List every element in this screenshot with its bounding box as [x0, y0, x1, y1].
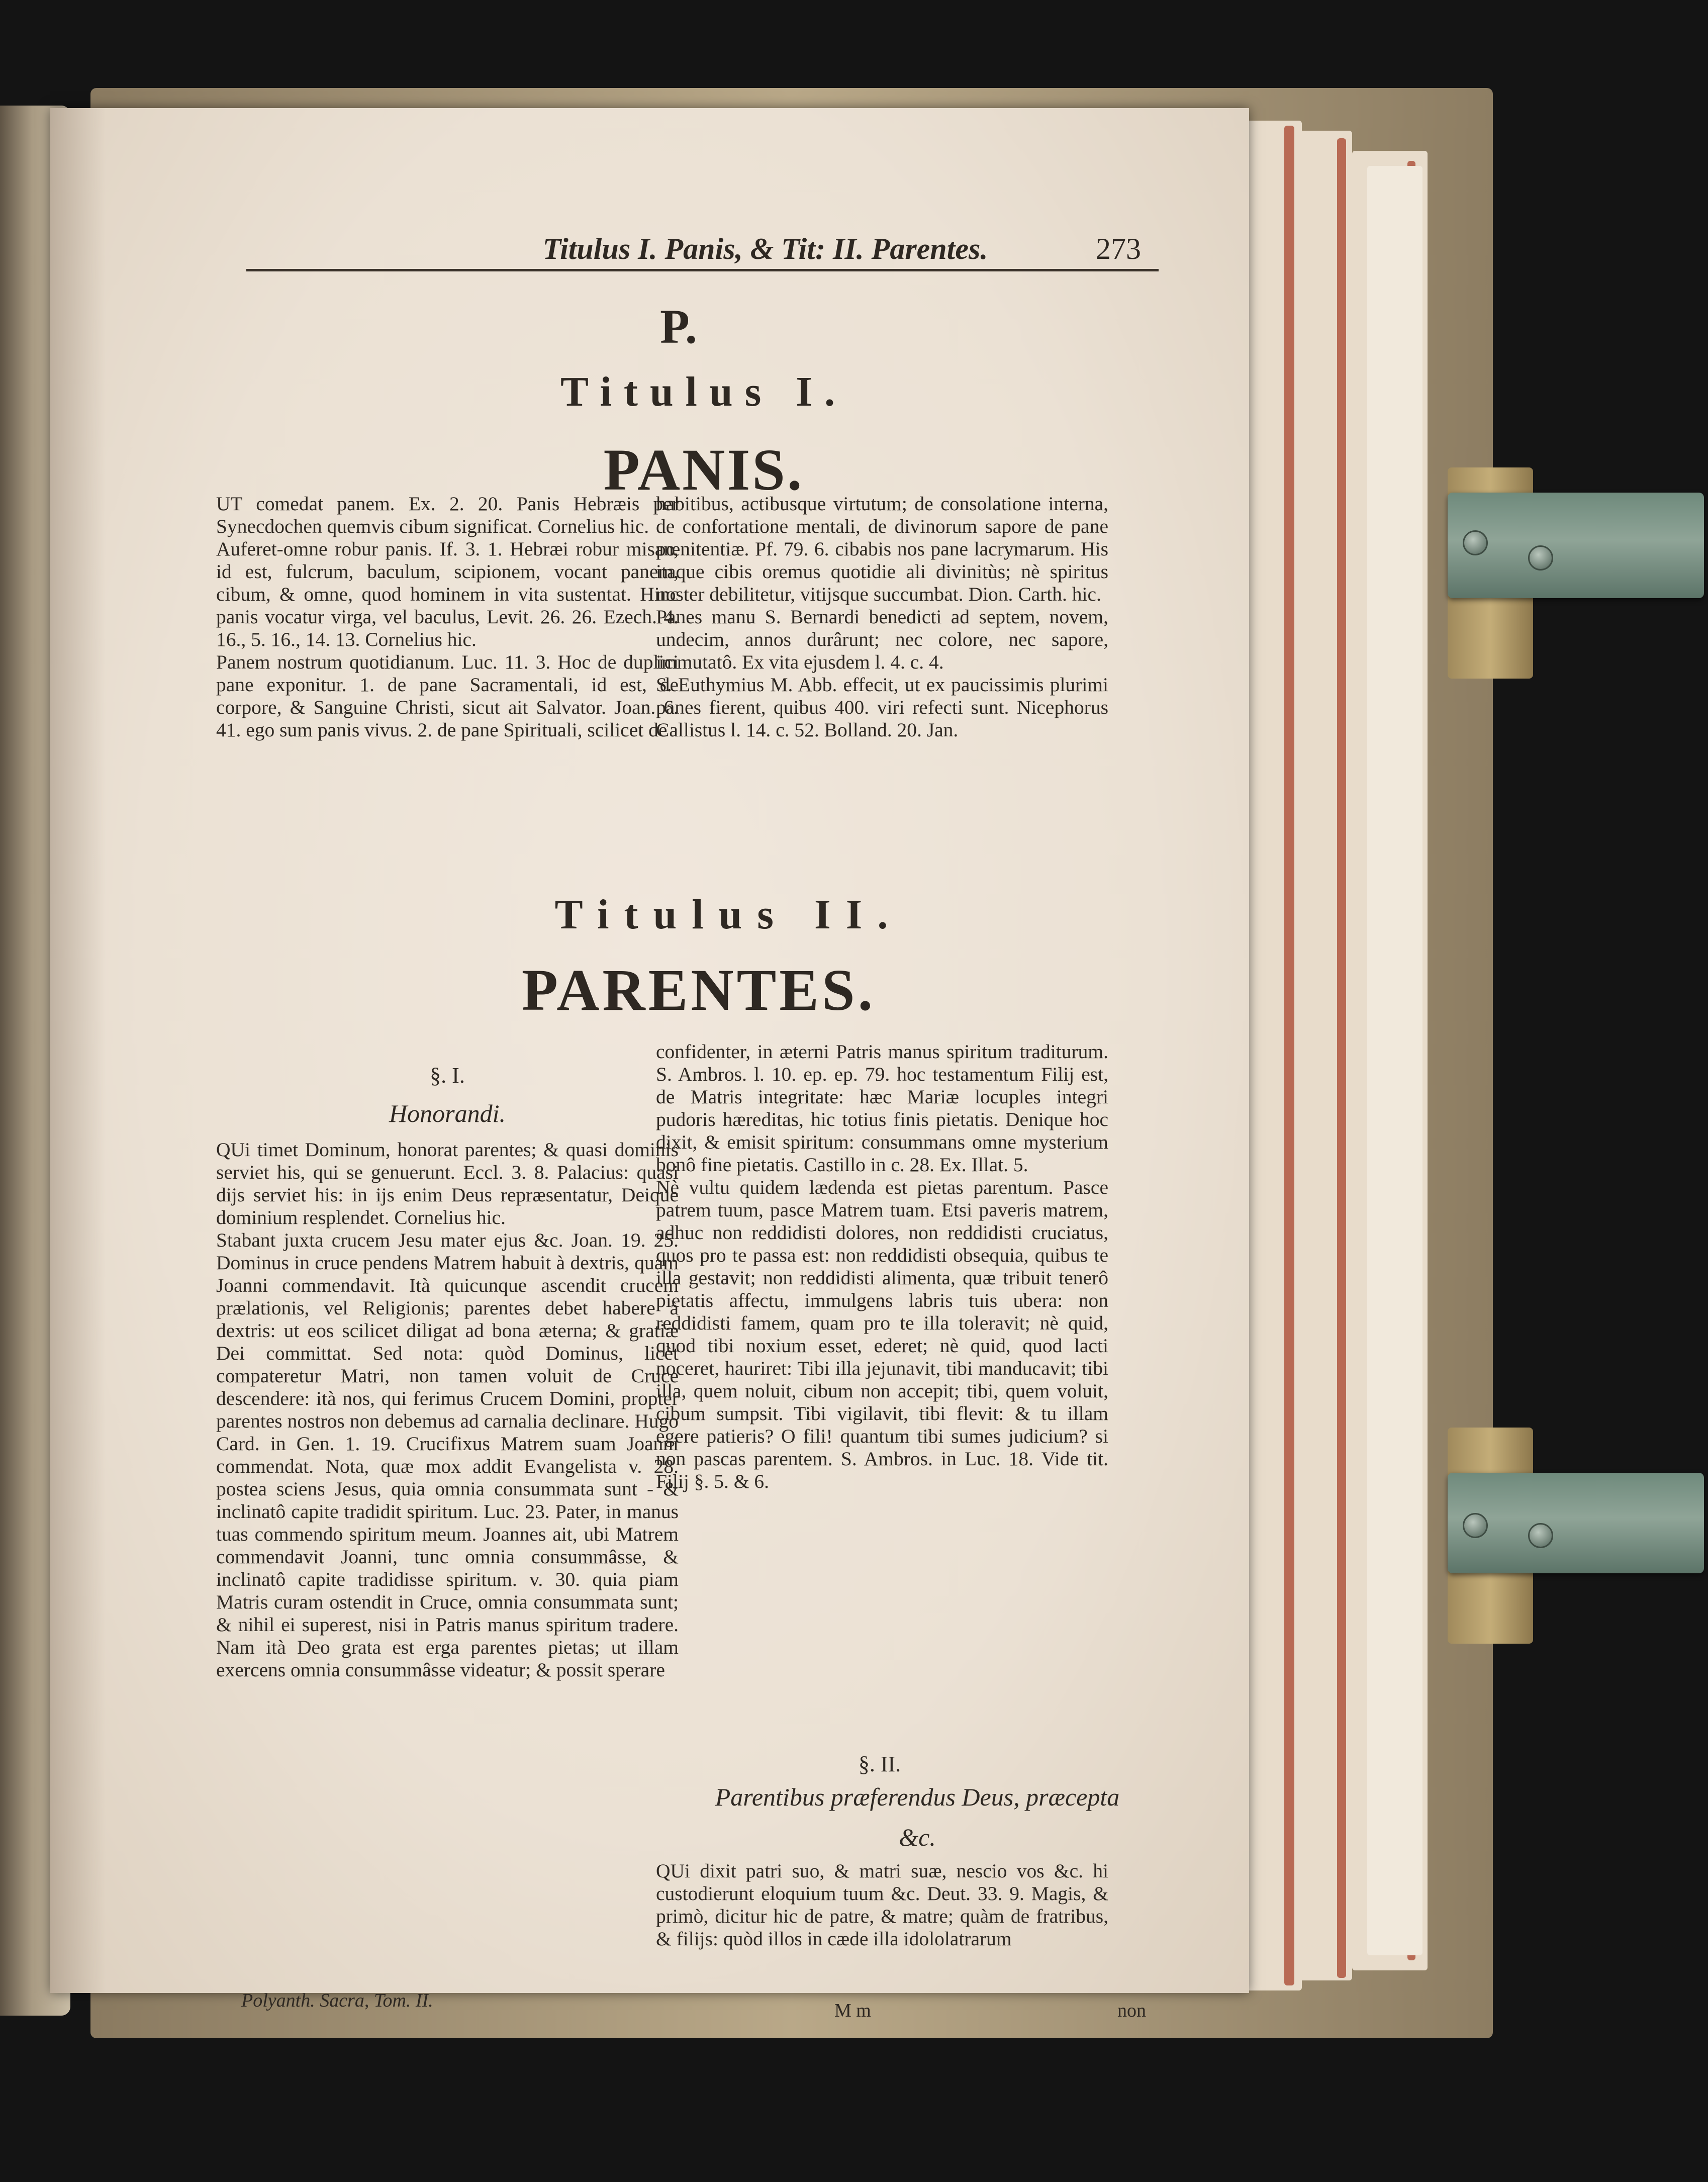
signature-mark: M m — [834, 2000, 871, 2021]
page-edge — [1337, 138, 1346, 1978]
titulus-2-heading: Titulus II. — [554, 891, 903, 938]
imprint-footer: Polyanth. Sacra, Tom. II. — [241, 1990, 433, 2011]
parentes-left-column: QUi timet Dominum, honorat parentes; & quasi dominis serviet his, qui se genuerunt. Eccl. 3. 8. Palacius: quasi dijs serviet his: in ijs enim Deus repræsentatur, Deique dominium resplendet. Cornelius hic. Stabant juxta crucem Jesu mater ejus &c. Joan. 19. 25. Dominus in cruce pendens Matrem habuit à dextris, quam Joanni commendavit. Ità quicunque ascendit crucem prælationis, vel Religionis; parentes debet habere à dextris: ut eos scilicet diligat ad bona æterna; & gratiæ Dei committat. Sed nota: quòd Dominus, licèt compateretur Matri, non tamen voluit de Cruce descendere: ità nos, qui ferimus Crucem Domini, propter parentes nostros non debemus ad carnalia declinare. Hugo Card. in Gen. 1. 19. Crucifixus Matrem suam Joanni commendat. Nota, quæ mox addit Evangelista v. 28. postea sciens Jesus, quia omnia consummata sunt - & inclinatô capite tradidit spiritum. Luc. 23. Pater, in manus tuas commendo spiritum meum. Joannes ait, ubi Matrem commendavit Joanni, tunc omnia consummâsse, & inclinatô capite tradidisse spiritum. v. 30. quia piam Matris curam ostendit in Cruce, omnia consummata sunt; & nihil ei superest, nisi in Patris manus spiritum tradere. Nam ità Deo grata est erga parentes pietas; ut illam exercens omnia consummâsse videatur; & possit sperare — [216, 1139, 679, 1681]
titulus-2-title: PARENTES. — [521, 957, 876, 1023]
book-page — [50, 108, 1249, 2021]
titulus-1-heading: Titulus I. — [560, 368, 847, 415]
panis-left-column: UT comedat panem. Ex. 2. 20. Panis Hebræis per Synecdochen quemvis cibum significat. Cornelius hic. Auferet-omne robur panis. If. 3. 1. Hebræi robur misan, id est, fulcrum, baculum, scipionem, vocant panem, cibum, & omne, quod hominem in vita sustentat. Hinc panis vocatur virga, vel baculus, Levit. 26. 26. Ezech. 4. 16., 5. 16., 14. 13. Cornelius hic. Panem nostrum quotidianum. Luc. 11. 3. Hoc de duplici pane exponitur. 1. de pane Sacramentali, id est, de corpore, & Sanguine Christi, sicut ait Salvator. Joan. 6. 41. ego sum panis vivus. 2. de pane Spirituali, scilicet de — [216, 493, 679, 741]
section-letter: P. — [660, 300, 697, 353]
page-edge — [1284, 126, 1294, 1985]
clasp-rivet — [1463, 1513, 1488, 1538]
header-rule — [246, 269, 1159, 271]
section-2-text: QUi dixit patri suo, & matri suæ, nescio vos &c. hi custodierunt eloquium tuum &c. Deut. 33. 9. Magis, & primò, dicitur hic de patre, & matre; quàm de fratribus, & filijs: quòd illos in cæde illa idololatrarum — [656, 1860, 1108, 1950]
clasp-rivet — [1528, 545, 1553, 571]
clasp-rivet — [1463, 530, 1488, 555]
section-2-subtitle: Parentibus præferendus Deus, præcepta &c. — [715, 1783, 1120, 1851]
titulus-1-title: PANIS. — [603, 437, 804, 503]
clasp-rivet — [1528, 1523, 1553, 1548]
running-head: Titulus I. Panis, & Tit: II. Parentes. — [542, 232, 988, 265]
page-edge — [1367, 166, 1422, 1955]
section-1-number: §. I. — [430, 1063, 465, 1088]
panis-right-column: habitibus, actibusque virtutum; de consolatione interna, de confortatione mentali, de divinorum sapore de pane pœnitentiæ. Pf. 79. 6. cibabis nos pane lacrymarum. His itaque cibis oremus quotidie ali divinitùs; nè spiritus noster debilitetur, vitijsque succumbat. Dion. Carth. hic. Panes manu S. Bernardi benedicti ad septem, novem, undecim, annos durârunt; nec colore, nec sapore, immutatô. Ex vita ejusdem l. 4. c. 4. S. Euthymius M. Abb. effecit, ut ex paucissimis plurimi panes fierent, quibus 400. viri refecti sunt. Nicephorus Callistus l. 14. c. 52. Bolland. 20. Jan. — [656, 493, 1108, 741]
parentes-right-column: confidenter, in æterni Patris manus spiritum traditurum. S. Ambros. l. 10. ep. ep. 79. hoc testamentum Filij est, de Matris integritate: hæc Mariæ locuples integri pudoris hæreditas, hic totius finis pietatis. Denique hoc dixit, & emisit spiritum: consummans omne mysterium bonô fine pietatis. Castillo in c. 28. Ex. Illat. 5. Nè vultu quidem lædenda est pietas parentum. Pasce patrem tuum, pasce Matrem tuam. Etsi paveris matrem, adhuc non reddidisti dolores, non reddidisti cruciatus, quos pro te passa est: non reddidisti obsequia, quibus te illa gestavit; non reddidisti alimenta, quæ tribuit tenerô pietatis affectu, immulgens labris tuis ubera: non reddidisti famem, quam pro te illa toleravit; nè quid, quod tibi noxium esset, ederet; nè quid, quod lacti noceret, hauriret: Tibi illa jejunavit, tibi manducavit; tibi illa, quem noluit, cibum non accepit; tibi, quem voluit, cibum sumpsit. Tibi vigilavit, tibi flevit: & tu illam egere patieris? O fili! quantum tibi sumes judicium? si non pascas parentem. S. Ambros. in Luc. 18. Vide tit. Filij §. 5. & 6. — [656, 1040, 1108, 1492]
catchword: non — [1117, 2000, 1146, 2021]
section-1-subtitle: Honorandi. — [389, 1099, 506, 1127]
gutter-shadow — [50, 108, 106, 1993]
page-number: 273 — [1096, 232, 1141, 265]
section-2-number: §. II. — [858, 1752, 901, 1776]
